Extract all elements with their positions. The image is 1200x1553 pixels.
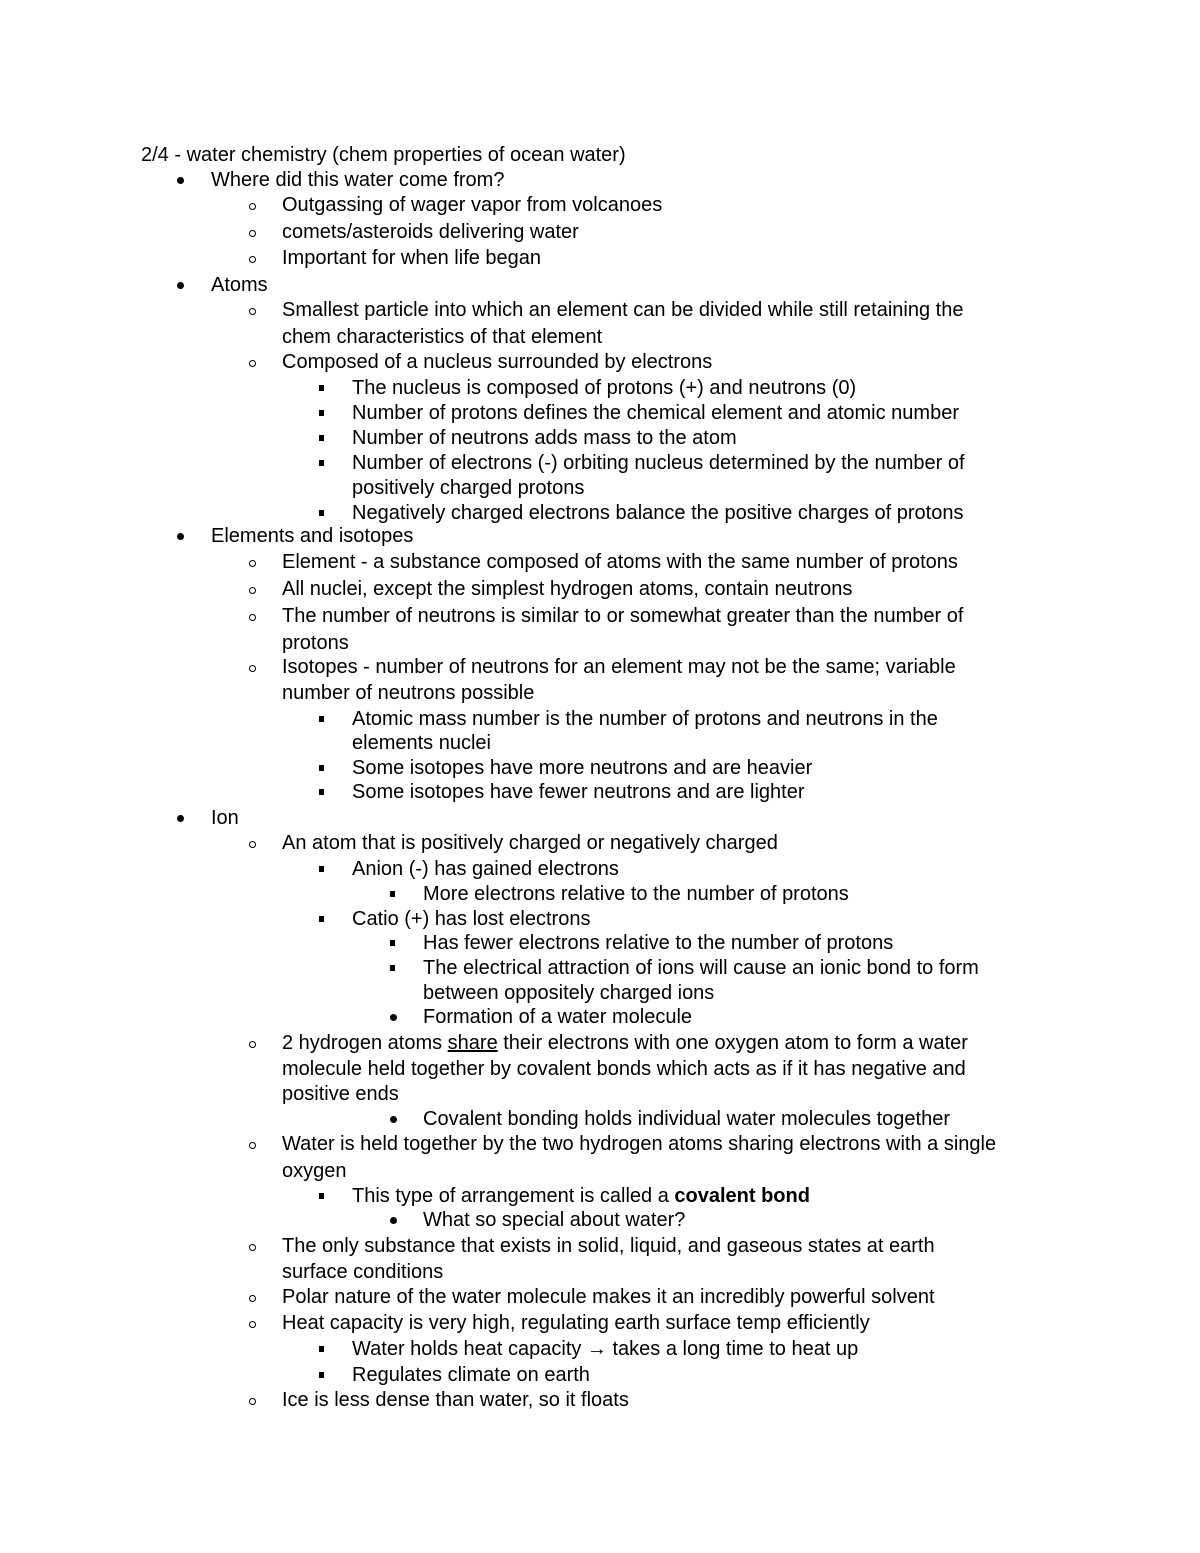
line-text-main: Some isotopes have more neutrons and are heavier bbox=[352, 757, 813, 779]
line-text-main: Catio (+) has lost electrons bbox=[352, 908, 591, 930]
line-text-main: Water is held together by the two hydrogen atoms sharing electrons with a single bbox=[282, 1133, 997, 1155]
line-text bbox=[423, 955, 979, 981]
line-text bbox=[282, 603, 963, 629]
line-text bbox=[352, 1336, 858, 1362]
line-text bbox=[352, 450, 965, 476]
line-text bbox=[211, 805, 239, 831]
line-text bbox=[282, 654, 956, 680]
text-line bbox=[0, 930, 1200, 956]
line-text bbox=[423, 1207, 685, 1233]
line-text-main: Number of protons defines the chemical element and atomic number bbox=[352, 402, 959, 424]
text-line bbox=[0, 523, 1200, 549]
line-text bbox=[352, 906, 590, 932]
text-line bbox=[0, 324, 1200, 350]
line-text bbox=[282, 680, 534, 706]
circle-bullet-icon bbox=[243, 1387, 263, 1413]
line-text-main: Smallest particle into which an element can be divided while still retaining the bbox=[282, 299, 964, 321]
text-line bbox=[0, 630, 1200, 656]
square-bullet-icon bbox=[312, 1183, 332, 1209]
line-text bbox=[282, 1081, 399, 1107]
line-text bbox=[282, 219, 579, 245]
text-line bbox=[0, 1362, 1200, 1388]
line-text bbox=[282, 1030, 968, 1056]
square-bullet-icon bbox=[383, 930, 403, 956]
square-bullet-icon bbox=[312, 906, 332, 932]
text-line bbox=[0, 375, 1200, 401]
line-text-main: Formation of a water molecule bbox=[423, 1006, 693, 1028]
line-text bbox=[282, 349, 712, 375]
bullet-bullet-icon bbox=[170, 805, 190, 831]
line-text-main: All nuclei, except the simplest hydrogen atoms, contain neutrons bbox=[282, 578, 853, 600]
line-text-main: Ice is less dense than water, so it floats bbox=[282, 1389, 629, 1411]
text-line bbox=[0, 755, 1200, 781]
line-text bbox=[352, 706, 938, 732]
line-text bbox=[211, 167, 504, 193]
line-text-rest: their electrons with one oxygen atom to form a water bbox=[497, 1032, 968, 1054]
line-text bbox=[282, 1056, 966, 1082]
text-line bbox=[0, 245, 1200, 271]
square-bullet-icon bbox=[383, 955, 403, 981]
line-text bbox=[423, 930, 893, 956]
bullet-bullet-icon bbox=[170, 167, 190, 193]
line-text bbox=[352, 375, 856, 401]
line-text bbox=[282, 1233, 935, 1259]
line-text bbox=[352, 779, 805, 805]
line-text-main: Some isotopes have fewer neutrons and are lighter bbox=[352, 781, 805, 803]
line-text-main: The nucleus is composed of protons (+) and neutrons (0) bbox=[352, 377, 857, 399]
text-line bbox=[0, 603, 1200, 629]
text-line bbox=[0, 730, 1200, 756]
square-bullet-icon bbox=[312, 755, 332, 781]
circle-bullet-icon bbox=[243, 349, 263, 375]
line-text-main: Where did this water come from? bbox=[211, 169, 505, 191]
line-text-main: positively charged protons bbox=[352, 477, 585, 499]
line-text bbox=[282, 1387, 629, 1413]
line-text-main: The only substance that exists in solid, liquid, and gaseous states at earth bbox=[282, 1235, 935, 1257]
square-bullet-icon bbox=[312, 1336, 332, 1362]
line-text bbox=[352, 856, 619, 882]
line-text-main: Ion bbox=[211, 807, 239, 829]
line-text bbox=[282, 830, 778, 856]
line-text bbox=[282, 245, 541, 271]
line-text-main: Composed of a nucleus surrounded by electrons bbox=[282, 351, 713, 373]
line-text-main: elements nuclei bbox=[352, 732, 491, 754]
text-line bbox=[0, 219, 1200, 245]
line-text bbox=[423, 1004, 692, 1030]
square-bullet-icon bbox=[383, 881, 403, 907]
line-text bbox=[282, 1158, 347, 1184]
text-line bbox=[0, 1336, 1200, 1362]
square-bullet-icon bbox=[312, 1362, 332, 1388]
line-text bbox=[352, 475, 584, 501]
text-line bbox=[0, 1004, 1200, 1030]
text-line bbox=[0, 1183, 1200, 1209]
line-text bbox=[141, 142, 626, 168]
circle-bullet-icon bbox=[243, 603, 263, 629]
line-text bbox=[352, 425, 737, 451]
line-text-main: Anion (-) has gained electrons bbox=[352, 858, 619, 880]
square-bullet-icon bbox=[312, 706, 332, 732]
line-text-main: The electrical attraction of ions will cause an ionic bond to form bbox=[423, 957, 979, 979]
line-text bbox=[282, 1284, 935, 1310]
text-line bbox=[0, 450, 1200, 476]
line-text bbox=[423, 980, 714, 1006]
circle-bullet-icon bbox=[243, 297, 263, 323]
bullet-bullet-icon bbox=[170, 523, 190, 549]
line-text bbox=[352, 755, 812, 781]
line-text-main: molecule held together by covalent bonds which acts as if it has negative and bbox=[282, 1058, 966, 1080]
circle-bullet-icon bbox=[243, 654, 263, 680]
line-text bbox=[352, 400, 959, 426]
line-text-main: Isotopes - number of neutrons for an element may not be the same; variable bbox=[282, 656, 956, 678]
bullet-bullet-icon bbox=[383, 1106, 403, 1132]
square-bullet-icon bbox=[312, 425, 332, 451]
circle-bullet-icon bbox=[243, 576, 263, 602]
text-line bbox=[0, 680, 1200, 706]
circle-bullet-icon bbox=[243, 1233, 263, 1259]
line-text-main: Heat capacity is very high, regulating earth surface temp efficiently bbox=[282, 1312, 870, 1334]
bold-term: covalent bond bbox=[674, 1185, 810, 1207]
line-text-main: Polar nature of the water molecule makes it an incredibly powerful solvent bbox=[282, 1286, 935, 1308]
line-text-main: Outgassing of wager vapor from volcanoes bbox=[282, 194, 663, 216]
line-text-main: Important for when life began bbox=[282, 247, 542, 269]
line-text-main: Atomic mass number is the number of protons and neutrons in the bbox=[352, 708, 938, 730]
line-text-main: Covalent bonding holds individual water molecules together bbox=[423, 1108, 950, 1130]
line-text-main: positive ends bbox=[282, 1083, 399, 1105]
line-text-main: surface conditions bbox=[282, 1261, 444, 1283]
text-line bbox=[0, 349, 1200, 375]
text-line bbox=[0, 706, 1200, 732]
bullet-bullet-icon bbox=[170, 272, 190, 298]
line-text bbox=[423, 881, 849, 907]
circle-bullet-icon bbox=[243, 1131, 263, 1157]
text-line bbox=[0, 1056, 1200, 1082]
square-bullet-icon bbox=[312, 400, 332, 426]
circle-bullet-icon bbox=[243, 245, 263, 271]
circle-bullet-icon bbox=[243, 1284, 263, 1310]
text-line bbox=[0, 576, 1200, 602]
line-text bbox=[211, 272, 268, 298]
text-line bbox=[0, 1310, 1200, 1336]
line-text-main: comets/asteroids delivering water bbox=[282, 221, 579, 243]
line-text-main: Negatively charged electrons balance the positive charges of protons bbox=[352, 502, 964, 524]
bullet-bullet-icon bbox=[383, 1207, 403, 1233]
line-text bbox=[282, 192, 662, 218]
text-line bbox=[0, 856, 1200, 882]
line-text bbox=[282, 549, 958, 575]
line-text-main: Has fewer electrons relative to the number of protons bbox=[423, 932, 894, 954]
bullet-bullet-icon bbox=[383, 1004, 403, 1030]
line-text-main: between oppositely charged ions bbox=[423, 982, 715, 1004]
line-text-main: chem characteristics of that element bbox=[282, 326, 603, 348]
text-line bbox=[0, 881, 1200, 907]
text-line bbox=[0, 1259, 1200, 1285]
text-line bbox=[0, 1158, 1200, 1184]
line-text-main: This type of arrangement is called a bbox=[352, 1185, 675, 1207]
text-line bbox=[0, 400, 1200, 426]
text-line bbox=[0, 167, 1200, 193]
text-line bbox=[0, 549, 1200, 575]
text-line bbox=[0, 1233, 1200, 1259]
line-text-main: Regulates climate on earth bbox=[352, 1364, 590, 1386]
line-text bbox=[352, 1362, 590, 1388]
line-text-main: number of neutrons possible bbox=[282, 682, 535, 704]
text-line bbox=[0, 805, 1200, 831]
text-line bbox=[0, 272, 1200, 298]
circle-bullet-icon bbox=[243, 830, 263, 856]
line-text bbox=[282, 297, 963, 323]
underlined-word: share bbox=[447, 1032, 498, 1054]
line-text bbox=[282, 1131, 996, 1157]
line-text bbox=[211, 523, 413, 549]
line-text-main: Number of neutrons adds mass to the atom bbox=[352, 427, 737, 449]
square-bullet-icon bbox=[312, 375, 332, 401]
line-text-main: Element - a substance composed of atoms with the same number of protons bbox=[282, 551, 958, 573]
circle-bullet-icon bbox=[243, 1030, 263, 1056]
line-text-main: An atom that is positively charged or negatively charged bbox=[282, 832, 778, 854]
line-text-main: protons bbox=[282, 632, 349, 654]
line-text bbox=[352, 730, 491, 756]
text-line bbox=[0, 1284, 1200, 1310]
square-bullet-icon bbox=[312, 779, 332, 805]
square-bullet-icon bbox=[312, 450, 332, 476]
text-line bbox=[0, 1106, 1200, 1132]
line-text-main: oxygen bbox=[282, 1160, 347, 1182]
text-line bbox=[0, 297, 1200, 323]
line-text bbox=[352, 1183, 810, 1209]
line-text-main: Elements and isotopes bbox=[211, 525, 414, 547]
text-line bbox=[0, 1131, 1200, 1157]
line-text-main: More electrons relative to the number of protons bbox=[423, 883, 849, 905]
circle-bullet-icon bbox=[243, 192, 263, 218]
text-line bbox=[0, 192, 1200, 218]
text-line bbox=[0, 425, 1200, 451]
circle-bullet-icon bbox=[243, 219, 263, 245]
text-line bbox=[0, 830, 1200, 856]
line-text bbox=[423, 1106, 950, 1132]
text-line bbox=[0, 1387, 1200, 1413]
text-line bbox=[0, 906, 1200, 932]
circle-bullet-icon bbox=[243, 549, 263, 575]
line-text bbox=[282, 1310, 870, 1336]
text-line bbox=[0, 955, 1200, 981]
text-line bbox=[0, 1081, 1200, 1107]
line-text-prefix: 2 hydrogen atoms bbox=[282, 1032, 448, 1054]
line-text bbox=[282, 324, 602, 350]
line-text-main: Atoms bbox=[211, 274, 268, 296]
text-line bbox=[0, 142, 1200, 168]
line-text-main: Number of electrons (-) orbiting nucleus determined by the number of bbox=[352, 452, 965, 474]
text-line bbox=[0, 475, 1200, 501]
line-text bbox=[282, 576, 852, 602]
line-text-main: 2/4 - water chemistry (chem properties of ocean water) bbox=[141, 144, 626, 166]
circle-bullet-icon bbox=[243, 1310, 263, 1336]
text-line bbox=[0, 654, 1200, 680]
line-text bbox=[282, 630, 349, 656]
line-text-main: The number of neutrons is similar to or somewhat greater than the number of bbox=[282, 605, 964, 627]
line-text bbox=[282, 1259, 443, 1285]
line-text-main: What so special about water? bbox=[423, 1209, 686, 1231]
line-text-main: Water holds heat capacity → takes a long time to heat up bbox=[352, 1338, 859, 1360]
text-line bbox=[0, 1207, 1200, 1233]
text-line bbox=[0, 1030, 1200, 1056]
text-line bbox=[0, 779, 1200, 805]
square-bullet-icon bbox=[312, 856, 332, 882]
text-line bbox=[0, 980, 1200, 1006]
